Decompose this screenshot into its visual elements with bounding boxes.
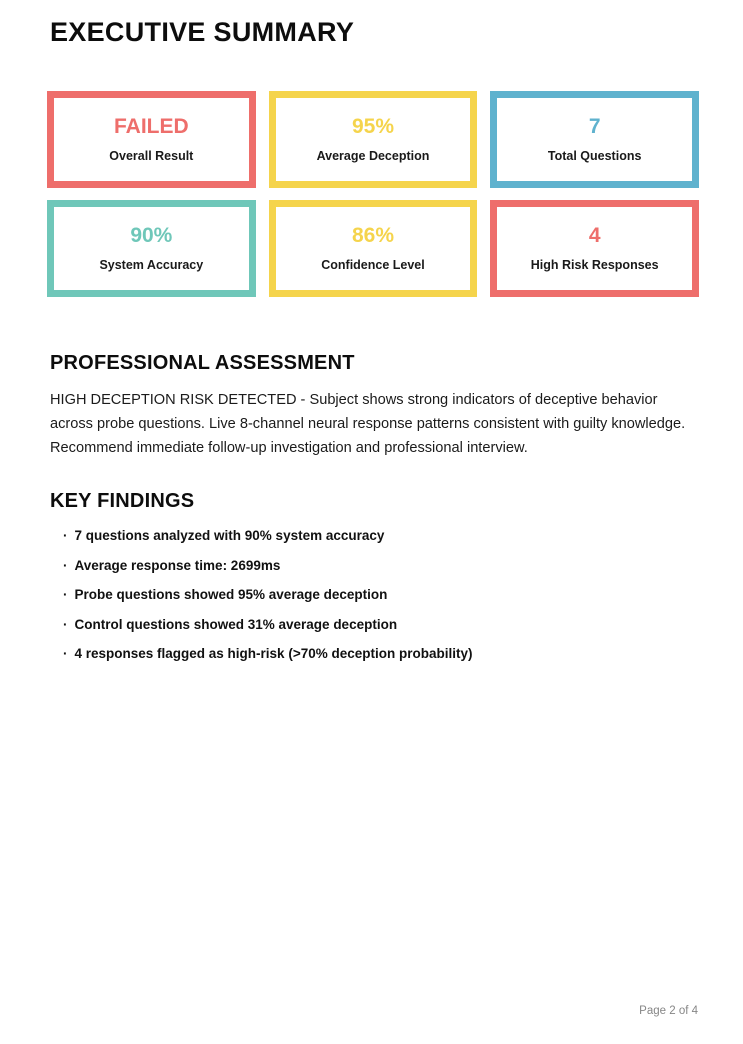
stat-value: 7 [588, 115, 601, 139]
stat-card-confidence-level [269, 200, 478, 297]
key-findings-list [63, 529, 693, 661]
page-number: Page 2 of 4 [639, 1004, 698, 1017]
stat-value: FAILED [113, 115, 189, 139]
key-finding-text: Control questions showed 31% average deception [74, 616, 398, 632]
key-finding-item [63, 618, 693, 632]
key-finding-text: Probe questions showed 95% average deception [74, 587, 388, 602]
summary-stat-cards [47, 91, 699, 297]
stat-label: Average Deception [316, 149, 430, 164]
page-title: EXECUTIVE SUMMARY [50, 17, 355, 47]
bullet-icon [63, 618, 68, 632]
stat-label: Overall Result [109, 149, 194, 164]
bullet-icon [63, 647, 68, 661]
stat-label: Total Questions [547, 149, 642, 164]
key-findings-heading: KEY FINDINGS [50, 490, 195, 512]
professional-assessment-body: HIGH DECEPTION RISK DETECTED - Subject shows strong indicators of deceptive behavior across probe questions. Live 8-channel neural response patterns consistent with guilty knowledge. Recommend immediate follow-up investigation and professional interview. [50, 392, 686, 456]
stat-card-total-questions [490, 91, 699, 188]
key-finding-item [63, 559, 693, 573]
stat-label: Confidence Level [321, 258, 425, 273]
bullet-icon [63, 588, 68, 602]
stat-value: 86% [351, 224, 394, 248]
key-finding-text: 4 responses flagged as high-risk (>70% deception probability) [74, 646, 473, 661]
professional-assessment-heading: PROFESSIONAL ASSESSMENT [50, 352, 355, 374]
key-finding-item [63, 529, 693, 543]
stat-card-average-deception [269, 91, 478, 188]
stat-label: High Risk Responses [530, 258, 659, 273]
stat-value: 90% [130, 224, 173, 248]
key-finding-item [63, 647, 693, 661]
key-finding-text: Average response time: 2699ms [74, 557, 281, 573]
stat-value: 95% [351, 115, 394, 139]
stat-label: System Accuracy [99, 258, 204, 273]
key-finding-item [63, 588, 693, 602]
stat-card-overall-result [47, 91, 256, 188]
bullet-icon [63, 559, 68, 573]
stat-card-system-accuracy [47, 200, 256, 297]
bullet-icon [63, 529, 68, 543]
stat-value: 4 [588, 224, 601, 248]
stat-card-high-risk-responses [490, 200, 699, 297]
key-finding-text: 7 questions analyzed with 90% system accuracy [74, 528, 385, 543]
